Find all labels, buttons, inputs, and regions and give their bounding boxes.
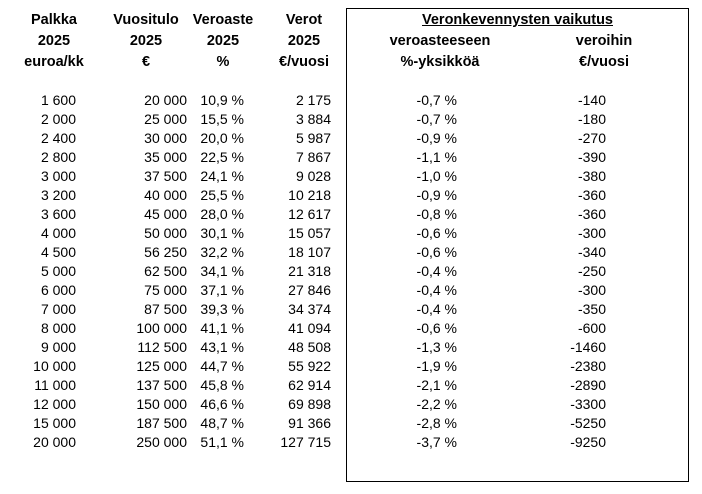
table-body <box>0 91 702 452</box>
cell-verot: 18 107 <box>288 244 331 260</box>
cell-veroaste: 45,8 % <box>200 377 244 393</box>
table-row <box>0 205 702 224</box>
header-veroaste-line2: 2025 <box>206 33 240 49</box>
cell-veroasteeseen: -0,6 % <box>416 320 457 336</box>
table-row <box>0 148 702 167</box>
cell-vuositulo: 250 000 <box>136 434 187 450</box>
cell-palkka: 8 000 <box>40 320 76 336</box>
table-row <box>0 433 702 452</box>
header-veroaste-line1: Veroaste <box>192 12 254 28</box>
cell-veroasteeseen: -2,2 % <box>416 396 457 412</box>
table-row <box>0 338 702 357</box>
cell-veroaste: 15,5 % <box>200 111 244 127</box>
cell-verot: 7 867 <box>295 149 331 165</box>
cell-veroasteeseen: -3,7 % <box>416 434 457 450</box>
cell-verot: 9 028 <box>295 168 331 184</box>
cell-verot: 127 715 <box>280 434 331 450</box>
cell-verot: 48 508 <box>288 339 331 355</box>
cell-veroihin: -340 <box>577 244 606 260</box>
cell-palkka: 15 000 <box>33 415 76 431</box>
cell-verot: 3 884 <box>295 111 331 127</box>
cell-veroihin: -300 <box>577 225 606 241</box>
table-row <box>0 281 702 300</box>
cell-veroihin: -1460 <box>570 339 606 355</box>
cell-veroihin: -3300 <box>570 396 606 412</box>
cell-veroihin: -350 <box>577 301 606 317</box>
cell-vuositulo: 150 000 <box>136 396 187 412</box>
cell-veroaste: 24,1 % <box>200 168 244 184</box>
cell-vuositulo: 30 000 <box>144 130 187 146</box>
cell-veroihin: -140 <box>577 92 606 108</box>
cell-vuositulo: 25 000 <box>144 111 187 127</box>
cell-veroasteeseen: -0,7 % <box>416 111 457 127</box>
cell-veroaste: 51,1 % <box>200 434 244 450</box>
header-verot-line1: Verot <box>285 12 323 28</box>
table-row <box>0 300 702 319</box>
cell-vuositulo: 56 250 <box>144 244 187 260</box>
header-veroasteeseen-line2: %-yksikköä <box>400 54 480 70</box>
cell-palkka: 7 000 <box>40 301 76 317</box>
header-vuositulo-line3: € <box>141 54 151 70</box>
cell-palkka: 2 800 <box>40 149 76 165</box>
header-palkka <box>18 10 90 73</box>
header-palkka-line2: 2025 <box>37 33 71 49</box>
table-row <box>0 262 702 281</box>
header-veroasteeseen <box>360 31 520 73</box>
cell-veroaste: 43,1 % <box>200 339 244 355</box>
cell-palkka: 9 000 <box>40 339 76 355</box>
table-row <box>0 243 702 262</box>
cell-veroasteeseen: -0,6 % <box>416 244 457 260</box>
table-row <box>0 376 702 395</box>
header-veroasteeseen-line1: veroasteeseen <box>389 33 491 49</box>
cell-verot: 10 218 <box>288 187 331 203</box>
cell-veroihin: -390 <box>577 149 606 165</box>
cell-vuositulo: 87 500 <box>144 301 187 317</box>
table-row <box>0 186 702 205</box>
cell-palkka: 4 500 <box>40 244 76 260</box>
table-row <box>0 319 702 338</box>
cell-vuositulo: 125 000 <box>136 358 187 374</box>
header-vuositulo-line2: 2025 <box>129 33 163 49</box>
cell-palkka: 2 400 <box>40 130 76 146</box>
cell-veroihin: -180 <box>577 111 606 127</box>
cell-vuositulo: 20 000 <box>144 92 187 108</box>
header-vuositulo-line1: Vuositulo <box>113 12 179 28</box>
cell-veroihin: -600 <box>577 320 606 336</box>
cell-palkka: 10 000 <box>33 358 76 374</box>
cell-verot: 34 374 <box>288 301 331 317</box>
cell-veroasteeseen: -0,4 % <box>416 263 457 279</box>
cell-veroihin: -380 <box>577 168 606 184</box>
table-row <box>0 110 702 129</box>
cell-vuositulo: 35 000 <box>144 149 187 165</box>
cell-veroihin: -250 <box>577 263 606 279</box>
cell-veroasteeseen: -1,0 % <box>416 168 457 184</box>
cell-veroasteeseen: -1,9 % <box>416 358 457 374</box>
header-veroaste-line3: % <box>216 54 230 70</box>
cell-palkka: 4 000 <box>40 225 76 241</box>
cell-veroihin: -5250 <box>570 415 606 431</box>
cell-vuositulo: 112 500 <box>137 339 187 355</box>
table-row <box>0 357 702 376</box>
cell-palkka: 2 000 <box>40 111 76 127</box>
cell-palkka: 3 600 <box>40 206 76 222</box>
cell-veroihin: -2890 <box>570 377 606 393</box>
header-palkka-line3: euroa/kk <box>24 54 84 70</box>
cell-veroasteeseen: -0,9 % <box>416 187 457 203</box>
cell-vuositulo: 40 000 <box>144 187 187 203</box>
cell-palkka: 3 200 <box>40 187 76 203</box>
cell-vuositulo: 62 500 <box>144 263 187 279</box>
cell-veroaste: 32,2 % <box>200 244 244 260</box>
cell-veroaste: 46,6 % <box>200 396 244 412</box>
header-veroihin <box>544 31 664 73</box>
cell-veroihin: -270 <box>577 130 606 146</box>
cell-veroasteeseen: -1,3 % <box>416 339 457 355</box>
header-verot <box>270 10 338 73</box>
cell-veroaste: 48,7 % <box>200 415 244 431</box>
table-row <box>0 91 702 110</box>
header-palkka-line1: Palkka <box>31 12 77 28</box>
table-row <box>0 167 702 186</box>
cell-veroasteeseen: -1,1 % <box>416 149 457 165</box>
cell-veroasteeseen: -2,1 % <box>416 377 457 393</box>
cell-vuositulo: 37 500 <box>144 168 187 184</box>
cell-veroaste: 28,0 % <box>200 206 244 222</box>
header-veroihin-line1: veroihin <box>575 33 633 49</box>
cell-vuositulo: 100 000 <box>136 320 187 336</box>
cell-palkka: 12 000 <box>33 396 76 412</box>
cell-veroasteeseen: -0,9 % <box>416 130 457 146</box>
cell-veroaste: 25,5 % <box>200 187 244 203</box>
cell-verot: 15 057 <box>288 225 331 241</box>
cell-verot: 12 617 <box>288 206 331 222</box>
cell-verot: 55 922 <box>288 358 331 374</box>
cell-veroasteeseen: -0,8 % <box>416 206 457 222</box>
cell-veroaste: 34,1 % <box>200 263 244 279</box>
cell-veroihin: -360 <box>577 187 606 203</box>
cell-verot: 62 914 <box>288 377 331 393</box>
cell-verot: 41 094 <box>288 320 331 336</box>
cell-verot: 5 987 <box>295 130 331 146</box>
cell-veroihin: -9250 <box>570 434 606 450</box>
table-row <box>0 395 702 414</box>
header-veroaste <box>186 10 260 73</box>
cell-palkka: 6 000 <box>40 282 76 298</box>
cell-verot: 2 175 <box>295 92 331 108</box>
cell-palkka: 11 000 <box>34 377 76 393</box>
cell-veroihin: -2380 <box>570 358 606 374</box>
cell-veroasteeseen: -0,6 % <box>416 225 457 241</box>
table-row <box>0 414 702 433</box>
cell-veroasteeseen: -0,4 % <box>416 282 457 298</box>
cell-veroaste: 10,9 % <box>200 92 244 108</box>
cell-vuositulo: 45 000 <box>144 206 187 222</box>
cell-palkka: 20 000 <box>33 434 76 450</box>
cell-veroaste: 30,1 % <box>200 225 244 241</box>
cell-veroasteeseen: -0,7 % <box>416 92 457 108</box>
cell-palkka: 5 000 <box>40 263 76 279</box>
cell-veroaste: 41,1 % <box>200 320 244 336</box>
cell-vuositulo: 75 000 <box>144 282 187 298</box>
header-veroihin-line2: €/vuosi <box>579 54 629 70</box>
cell-veroihin: -360 <box>577 206 606 222</box>
cell-veroaste: 39,3 % <box>200 301 244 317</box>
cell-veroasteeseen: -2,8 % <box>416 415 457 431</box>
cell-verot: 27 846 <box>288 282 331 298</box>
cell-veroaste: 22,5 % <box>200 149 244 165</box>
cell-vuositulo: 137 500 <box>136 377 187 393</box>
cell-verot: 91 366 <box>288 415 331 431</box>
cell-veroasteeseen: -0,4 % <box>416 301 457 317</box>
table-row <box>0 129 702 148</box>
header-verot-line3: €/vuosi <box>279 54 329 70</box>
cell-palkka: 1 600 <box>40 92 76 108</box>
cell-veroaste: 37,1 % <box>200 282 244 298</box>
header-verot-line2: 2025 <box>287 33 321 49</box>
cell-vuositulo: 187 500 <box>136 415 187 431</box>
cell-vuositulo: 50 000 <box>144 225 187 241</box>
table-row <box>0 224 702 243</box>
cell-veroihin: -300 <box>577 282 606 298</box>
effect-title: Veronkevennysten vaikutus <box>422 12 613 28</box>
cell-veroaste: 44,7 % <box>200 358 244 374</box>
cell-palkka: 3 000 <box>40 168 76 184</box>
cell-verot: 69 898 <box>288 396 331 412</box>
cell-veroaste: 20,0 % <box>200 130 244 146</box>
header-vuositulo <box>104 10 188 73</box>
cell-verot: 21 318 <box>288 263 331 279</box>
